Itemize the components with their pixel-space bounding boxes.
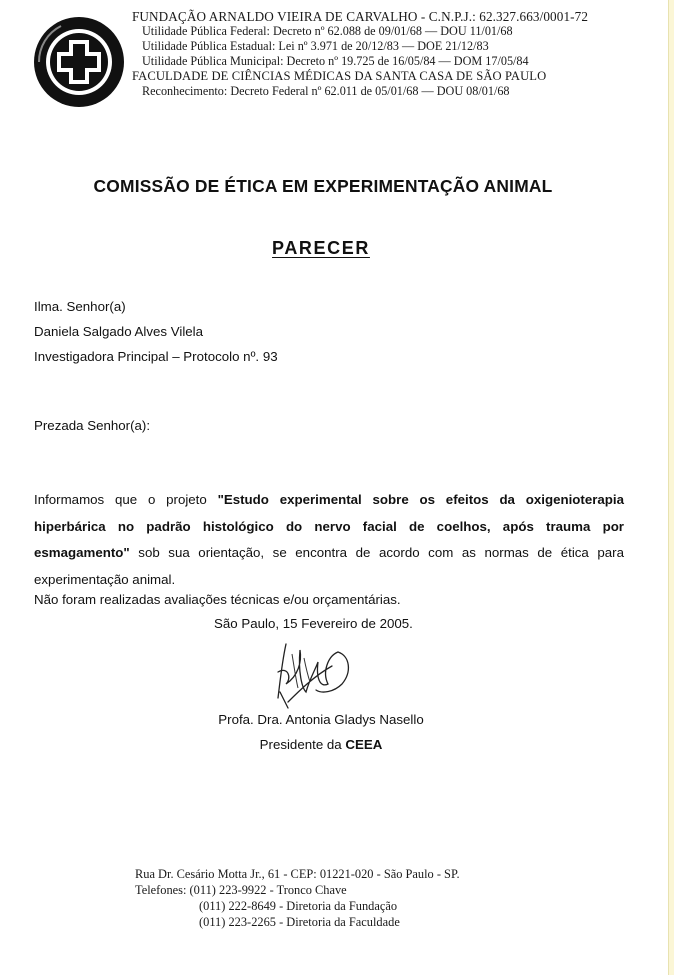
budget-note: Não foram realizadas avaliações técnicas e/ou orçamentárias. — [34, 592, 401, 607]
signer-name: Profa. Dra. Antonia Gladys Nasello — [218, 712, 424, 727]
main-paragraph — [34, 487, 624, 593]
signer-role — [0, 737, 642, 752]
state-utility-line: Utilidade Pública Estadual: Lei nº 3.971 de 20/12/83 — DOE 21/12/83 — [142, 39, 489, 53]
page-title: COMISSÃO DE ÉTICA EM EXPERIMENTAÇÃO ANIMAL — [93, 176, 553, 196]
footer-phone-main: Telefones: (011) 223-9922 - Tronco Chave — [135, 883, 347, 897]
subtitle-text: PARECER — [272, 238, 370, 258]
document-subtitle — [0, 238, 642, 259]
handwritten-signature — [258, 632, 358, 716]
signer-role-org: CEEA — [345, 737, 383, 752]
page-edge — [668, 0, 674, 975]
paragraph-intro: Informamos que o projeto — [34, 492, 218, 507]
municipal-utility-line: Utilidade Pública Municipal: Decreto nº 19.725 de 16/05/84 — DOM 17/05/84 — [142, 54, 529, 68]
addressee-name: Daniela Salgado Alves Vilela — [34, 324, 204, 339]
paragraph-outro: sob sua orientação, se encontra de acordo com as normas de ética para experimentação animal. — [34, 545, 624, 587]
letterhead — [132, 9, 662, 99]
footer-phone-foundation: (011) 222-8649 - Diretoria da Fundação — [199, 899, 398, 913]
footer-address: Rua Dr. Cesário Motta Jr., 61 - CEP: 01221-020 - São Paulo - SP. — [135, 867, 460, 881]
date-line: São Paulo, 15 Fevereiro de 2005. — [214, 616, 413, 631]
addressee-role: Investigadora Principal – Protocolo nº. 93 — [34, 349, 278, 364]
recognition-line: Reconhecimento: Decreto Federal nº 62.011 de 05/01/68 — DOU 08/01/68 — [142, 84, 510, 98]
addressee-block — [34, 294, 278, 369]
salutation-line: Ilma. Senhor(a) — [34, 299, 126, 314]
faculty-line: FACULDADE DE CIÊNCIAS MÉDICAS DA SANTA CASA DE SÃO PAULO — [132, 69, 547, 83]
project-title: "Estudo experimental sobre os efeitos da oxigenioterapia hiperbárica no padrão histológico do nervo facial de coelhos, após trauma por esmagamento" — [34, 492, 625, 560]
footer-phone-faculty: (011) 223-2265 - Diretoria da Faculdade — [199, 915, 400, 929]
greeting: Prezada Senhor(a): — [34, 418, 151, 433]
footer — [135, 866, 460, 930]
federal-utility-line: Utilidade Pública Federal: Decreto nº 62.088 de 09/01/68 — DOU 11/01/68 — [142, 24, 513, 38]
signer-role-prefix: Presidente da — [259, 737, 346, 752]
foundation-line: FUNDAÇÃO ARNALDO VIEIRA DE CARVALHO - C.N.P.J.: 62.327.663/0001-72 — [132, 9, 589, 24]
cross-emblem-logo — [31, 14, 127, 110]
